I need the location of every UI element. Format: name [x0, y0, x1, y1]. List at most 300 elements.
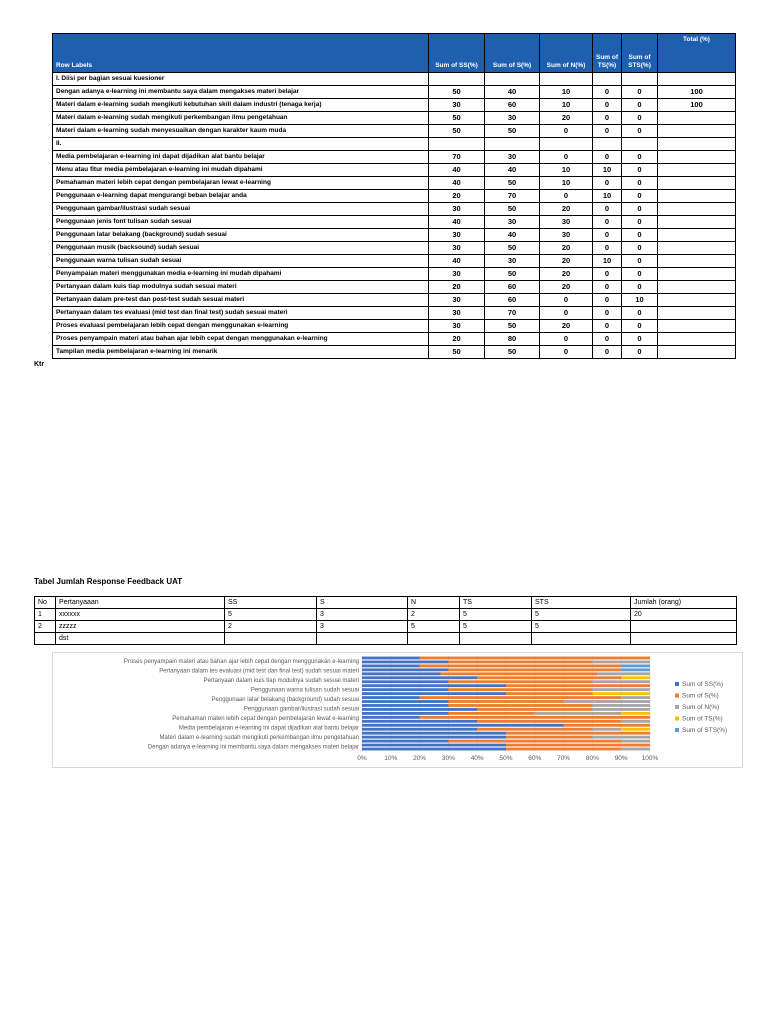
header-sum-ss: Sum of SS(%) [429, 34, 485, 73]
pivot-row [53, 99, 736, 112]
pivot-cell-ts: 0 [593, 268, 622, 281]
legend-swatch [675, 694, 679, 698]
x-tick-label: 0% [357, 755, 367, 762]
pivot-cell-s: 50 [485, 242, 540, 255]
bar-segment [621, 668, 650, 671]
pivot-cell-ss: 50 [429, 125, 485, 138]
pivot-cell-s: 80 [485, 333, 540, 346]
pivot-cell-ts: 0 [593, 177, 622, 190]
x-tick-label: 70% [557, 755, 571, 762]
pivot-cell-s: 40 [485, 229, 540, 242]
uat-row [35, 621, 737, 633]
bar-segment [506, 732, 650, 735]
pivot-cell-total [658, 190, 736, 203]
uat-header-pertanyaan: Pertanyaaan [56, 597, 225, 609]
pivot-cell-ts: 0 [593, 346, 622, 359]
pivot-cell-ss: 30 [429, 203, 485, 216]
bar-segment [477, 728, 592, 731]
bar-segment [592, 736, 650, 739]
pivot-cell-ss: 30 [429, 242, 485, 255]
pivot-cell-ss: 20 [429, 281, 485, 294]
pivot-cell-ts: 0 [593, 229, 622, 242]
pivot-cell-ts: 0 [593, 203, 622, 216]
pivot-row-label: Penggunaan jenis font tulisan sudah sesuai [53, 216, 429, 229]
category-label: Penggunaan latar belakang (background) sudah sesuai [211, 696, 359, 703]
pivot-cell-total: 100 [658, 86, 736, 99]
pivot-row [53, 203, 736, 216]
bar-segment [564, 700, 650, 703]
pivot-row-label: Penggunaan warna tulisan sudah sesuai [53, 255, 429, 268]
uat-header-n: N [408, 597, 460, 609]
pivot-cell-s: 50 [485, 346, 540, 359]
pivot-cell-sts: 0 [622, 125, 658, 138]
bar-segment [592, 661, 650, 664]
pivot-cell-total [658, 229, 736, 242]
uat-cell: 2 [408, 609, 460, 621]
header-sum-sts: Sum of STS(%) [622, 34, 658, 73]
pivot-cell-ss: 20 [429, 333, 485, 346]
bar-segment [477, 676, 621, 679]
pivot-row [53, 164, 736, 177]
pivot-cell-s: 40 [485, 86, 540, 99]
bar-segment [362, 732, 506, 735]
pivot-cell-total [658, 242, 736, 255]
pivot-cell-s: 30 [485, 255, 540, 268]
x-tick-label: 50% [499, 755, 513, 762]
pivot-cell-ts [593, 73, 622, 86]
pivot-cell-ss: 50 [429, 346, 485, 359]
bar-segment [621, 676, 650, 679]
pivot-cell-s: 30 [485, 216, 540, 229]
pivot-cell-ss: 30 [429, 268, 485, 281]
uat-cell [631, 621, 737, 633]
pivot-cell-ss: 50 [429, 86, 485, 99]
pivot-cell-sts: 0 [622, 203, 658, 216]
pivot-cell-s: 50 [485, 125, 540, 138]
pivot-cell-sts: 0 [622, 333, 658, 346]
x-tick-label: 80% [585, 755, 599, 762]
bar-segment [621, 664, 650, 667]
pivot-cell-n: 0 [540, 151, 593, 164]
bar-segment [598, 672, 650, 675]
pivot-cell-sts: 0 [622, 177, 658, 190]
pivot-cell-ss: 40 [429, 216, 485, 229]
x-tick-label: 10% [384, 755, 398, 762]
pivot-cell-s: 50 [485, 177, 540, 190]
pivot-cell-n: 20 [540, 320, 593, 333]
uat-header-ss: SS [225, 597, 317, 609]
pivot-row [53, 268, 736, 281]
pivot-row-label: Penyampaian materi menggunakan media e-learning ini mudah dipahami [53, 268, 429, 281]
pivot-cell-n: 20 [540, 112, 593, 125]
pivot-cell-sts: 0 [622, 86, 658, 99]
pivot-cell-total [658, 268, 736, 281]
header-total: Total (%) [658, 34, 736, 73]
uat-row [35, 633, 737, 645]
pivot-cell-ts: 0 [593, 242, 622, 255]
uat-header-no: No [35, 597, 56, 609]
header-sum-n: Sum of N(%) [540, 34, 593, 73]
pivot-row-label: Materi dalam e-learning sudah mengikuti kebutuhan skill dalam industri (tenaga kerja) [53, 99, 429, 112]
pivot-cell-s: 50 [485, 203, 540, 216]
pivot-table [52, 33, 736, 359]
bar-segment [506, 744, 650, 747]
category-label: Materi dalam e-learning sudah mengikuti perkembangan ilmu pengetahuan [159, 734, 359, 741]
pivot-cell-ss: 40 [429, 255, 485, 268]
x-tick-label: 20% [413, 755, 427, 762]
pivot-row [53, 346, 736, 359]
uat-cell: 5 [460, 609, 532, 621]
category-label: Pertanyaan dalam kuis tiap modulnya sudah sesuai materi [203, 677, 359, 684]
bar-segment [362, 661, 448, 664]
pivot-cell-n: 0 [540, 346, 593, 359]
bar-segment [362, 736, 506, 739]
bar-segment [420, 657, 650, 660]
bar-segment [621, 748, 650, 751]
uat-cell: 5 [532, 621, 631, 633]
pivot-cell-sts: 0 [622, 307, 658, 320]
pivot-cell-total [658, 73, 736, 86]
pivot-row-label: Materi dalam e-learning sudah menyesuaikan dengan karakter kaum muda [53, 125, 429, 138]
pivot-cell-total [658, 164, 736, 177]
pivot-row-label: Penggunaan e-learning dapat mengurangi beban belajar anda [53, 190, 429, 203]
uat-cell: 2 [225, 621, 317, 633]
pivot-row-label: Tampilan media pembelajaran e-learning ini menarik [53, 346, 429, 359]
pivot-cell-n: 20 [540, 203, 593, 216]
pivot-cell-sts: 0 [622, 164, 658, 177]
uat-cell [532, 633, 631, 645]
category-label: Pertanyaan dalam tes evaluasi (mid test dan final test) sudah sesuai materi [159, 668, 359, 675]
pivot-cell-sts: 0 [622, 151, 658, 164]
pivot-row [53, 281, 736, 294]
uat-cell [317, 633, 408, 645]
pivot-cell-n: 0 [540, 333, 593, 346]
uat-cell: 2 [35, 621, 56, 633]
uat-cell [35, 633, 56, 645]
stacked-bar-chart [52, 652, 743, 768]
legend-entry: Sum of STS(%) [682, 727, 728, 734]
uat-header-sts: STS [532, 597, 631, 609]
pivot-cell-total [658, 125, 736, 138]
x-tick-label: 40% [470, 755, 484, 762]
pivot-row-label: Proses penyampain materi atau bahan ajar lebih cepat dengan menggunakan e-learning [53, 333, 429, 346]
legend-swatch [675, 728, 679, 732]
pivot-cell-total [658, 203, 736, 216]
pivot-cell-ss: 20 [429, 190, 485, 203]
pivot-row [53, 190, 736, 203]
bar-segment [420, 664, 622, 667]
pivot-cell-n [540, 73, 593, 86]
pivot-cell-n: 20 [540, 281, 593, 294]
pivot-cell-total [658, 294, 736, 307]
pivot-row [53, 86, 736, 99]
pivot-cell-n: 10 [540, 164, 593, 177]
bar-segment [420, 716, 650, 719]
bar-segment [362, 676, 477, 679]
bar-segment [592, 708, 650, 711]
pivot-cell-sts [622, 73, 658, 86]
pivot-cell-ss: 40 [429, 164, 485, 177]
category-label: Penggunaan gambar/ilustrasi sudah sesuai [243, 706, 359, 713]
pivot-row-label: Materi dalam e-learning sudah mengikuti perkembangan ilmu pengetahuan [53, 112, 429, 125]
pivot-cell-s: 70 [485, 307, 540, 320]
pivot-row [53, 177, 736, 190]
pivot-cell-ts: 10 [593, 164, 622, 177]
pivot-cell-ts: 0 [593, 216, 622, 229]
bar-segment [448, 661, 592, 664]
pivot-row-label: Menu atau fitur media pembelajaran e-learning ini mudah dipahami [53, 164, 429, 177]
pivot-cell-s: 40 [485, 164, 540, 177]
bar-segment [362, 720, 477, 723]
bar-segment [362, 684, 506, 687]
uat-header-row [35, 597, 737, 609]
bar-segment [420, 696, 622, 699]
bar-segment [621, 740, 650, 743]
pivot-cell-ts: 0 [593, 86, 622, 99]
pivot-cell-n: 20 [540, 255, 593, 268]
uat-body [35, 609, 737, 645]
pivot-cell-ts: 10 [593, 255, 622, 268]
uat-cell: 3 [317, 609, 408, 621]
bar-segment [592, 688, 650, 691]
pivot-row-label: Media pembelajaran e-learning ini dapat dijadikan alat bantu belajar [53, 151, 429, 164]
pivot-cell-sts: 0 [622, 229, 658, 242]
pivot-cell-ss [429, 138, 485, 151]
pivot-cell-ts: 0 [593, 112, 622, 125]
pivot-row-label: Penggunaan musik (backsound) sudah sesuai [53, 242, 429, 255]
pivot-cell-ts: 0 [593, 151, 622, 164]
bar-segment [362, 724, 564, 727]
uat-cell: 5 [532, 609, 631, 621]
bar-segment [362, 680, 448, 683]
pivot-cell-total [658, 112, 736, 125]
pivot-cell-ts [593, 138, 622, 151]
bar-segment [441, 672, 598, 675]
pivot-cell-ts: 0 [593, 320, 622, 333]
uat-cell: 5 [408, 621, 460, 633]
bar-segment [362, 668, 448, 671]
pivot-row-label: Pemahaman materi lebih cepat dengan pembelajaran lewat e-learning [53, 177, 429, 190]
pivot-cell-total: 100 [658, 99, 736, 112]
bar-segment [621, 728, 650, 731]
pivot-cell-s: 60 [485, 99, 540, 112]
pivot-cell-ss: 30 [429, 99, 485, 112]
uat-table-title: Tabel Jumlah Response Feedback UAT [34, 577, 183, 586]
bar-segment [362, 696, 420, 699]
pivot-cell-s: 30 [485, 112, 540, 125]
bar-segment [362, 712, 448, 715]
pivot-cell-sts: 0 [622, 216, 658, 229]
pivot-cell-ss: 70 [429, 151, 485, 164]
pivot-row-label: Penggunaan latar belakang (background) sudah sesuai [53, 229, 429, 242]
pivot-cell-s: 50 [485, 320, 540, 333]
pivot-cell-ts: 0 [593, 125, 622, 138]
uat-cell [408, 633, 460, 645]
bar-segment [477, 708, 592, 711]
bar-segment [506, 684, 650, 687]
uat-cell: xxxxxx [56, 609, 225, 621]
uat-cell: 5 [225, 609, 317, 621]
pivot-cell-sts: 0 [622, 242, 658, 255]
pivot-cell-s [485, 138, 540, 151]
category-label: Media pembelajaran e-learning ini dapat dijadikan alat bantu belajar [178, 725, 359, 732]
pivot-cell-sts: 0 [622, 99, 658, 112]
bar-segment [362, 708, 477, 711]
header-sum-ts: Sum of TS(%) [593, 34, 622, 73]
pivot-cell-sts: 0 [622, 320, 658, 333]
pivot-row-label: Proses evaluasi pembelajaran lebih cepat dengan menggunakan e-learning [53, 320, 429, 333]
bar-segment [592, 692, 650, 695]
pivot-cell-s: 30 [485, 151, 540, 164]
bar-segment [621, 712, 650, 715]
pivot-cell-s: 60 [485, 294, 540, 307]
category-label: Penggunaan warna tulisan sudah sesuai [250, 687, 359, 694]
bar-segment [535, 712, 621, 715]
bar-segment [592, 680, 650, 683]
pivot-cell-total [658, 320, 736, 333]
pivot-row-label: Penggunaan gambar/ilustrasi sudah sesuai [53, 203, 429, 216]
legend-swatch [675, 682, 679, 686]
pivot-cell-sts: 0 [622, 268, 658, 281]
pivot-row [53, 216, 736, 229]
bar-segment [592, 704, 650, 707]
pivot-cell-sts: 0 [622, 112, 658, 125]
pivot-row [53, 320, 736, 333]
pivot-cell-total [658, 333, 736, 346]
pivot-row-label: II. [53, 138, 429, 151]
pivot-cell-n: 30 [540, 229, 593, 242]
pivot-cell-s: 50 [485, 268, 540, 281]
pivot-cell-sts: 10 [622, 294, 658, 307]
uat-cell: zzzzz [56, 621, 225, 633]
legend-entry: Sum of TS(%) [682, 715, 723, 723]
pivot-cell-ss [429, 73, 485, 86]
bar-segment [477, 720, 621, 723]
header-row-labels: Row Labels [53, 34, 429, 73]
legend-swatch [675, 717, 679, 721]
legend-entry: Sum of N(%) [682, 704, 720, 711]
uat-header-jumlah: Jumlah (orang) [631, 597, 737, 609]
pivot-row [53, 138, 736, 151]
uat-cell: dst [56, 633, 225, 645]
ktr-label: Ktr [34, 361, 45, 368]
pivot-cell-n: 10 [540, 177, 593, 190]
bar-segment [506, 736, 592, 739]
x-tick-label: 100% [641, 755, 659, 762]
bar-segment [362, 700, 448, 703]
header-sum-s: Sum of S(%) [485, 34, 540, 73]
uat-header-s: S [317, 597, 408, 609]
pivot-cell-n: 10 [540, 99, 593, 112]
category-label: Pemahaman materi lebih cepat dengan pembelajaran lewat e-learning [172, 715, 359, 722]
bar-segment [362, 744, 506, 747]
pivot-cell-ts: 10 [593, 190, 622, 203]
pivot-cell-n: 0 [540, 294, 593, 307]
pivot-row [53, 112, 736, 125]
pivot-cell-ss: 30 [429, 294, 485, 307]
pivot-cell-ts: 0 [593, 294, 622, 307]
pivot-row [53, 307, 736, 320]
uat-table [34, 596, 737, 645]
bar-segment [448, 740, 621, 743]
bar-segment [564, 724, 650, 727]
pivot-cell-ss: 30 [429, 320, 485, 333]
bar-segment [362, 704, 448, 707]
pivot-cell-ss: 50 [429, 112, 485, 125]
bar-segment [592, 728, 621, 731]
pivot-row-label: Pertanyaan dalam tes evaluasi (mid test dan final test) sudah sesuai materi [53, 307, 429, 320]
uat-cell: 20 [631, 609, 737, 621]
bar-segment [362, 716, 420, 719]
pivot-cell-s [485, 73, 540, 86]
pivot-cell-ts: 0 [593, 99, 622, 112]
uat-cell: 5 [460, 621, 532, 633]
pivot-cell-ss: 30 [429, 229, 485, 242]
uat-header-ts: TS [460, 597, 532, 609]
pivot-row [53, 125, 736, 138]
bar-segment [362, 692, 506, 695]
pivot-cell-n: 0 [540, 125, 593, 138]
pivot-cell-total [658, 255, 736, 268]
bar-segment [448, 704, 592, 707]
bar-segment [448, 668, 621, 671]
bar-segment [362, 657, 420, 660]
pivot-row [53, 151, 736, 164]
bar-segment [362, 748, 506, 751]
pivot-cell-total [658, 307, 736, 320]
pivot-cell-sts: 0 [622, 281, 658, 294]
legend-entry: Sum of SS(%) [682, 681, 724, 688]
pivot-cell-sts: 0 [622, 190, 658, 203]
pivot-row [53, 294, 736, 307]
x-tick-label: 60% [528, 755, 542, 762]
bar-segment [448, 712, 534, 715]
bar-segment [621, 720, 650, 723]
pivot-cell-n: 0 [540, 190, 593, 203]
pivot-cell-sts: 0 [622, 346, 658, 359]
uat-cell [631, 633, 737, 645]
pivot-cell-sts [622, 138, 658, 151]
uat-cell: 1 [35, 609, 56, 621]
bar-segment [506, 748, 621, 751]
bar-segment [448, 680, 592, 683]
bar-segment [362, 664, 420, 667]
uat-cell [225, 633, 317, 645]
bar-segment [621, 696, 650, 699]
x-tick-label: 30% [441, 755, 455, 762]
pivot-cell-ts: 0 [593, 281, 622, 294]
pivot-cell-total [658, 346, 736, 359]
pivot-cell-ts: 0 [593, 333, 622, 346]
pivot-row [53, 229, 736, 242]
bar-segment [362, 688, 448, 691]
pivot-cell-s: 60 [485, 281, 540, 294]
uat-row [35, 609, 737, 621]
pivot-row-label: Dengan adanya e-learning ini membantu saya dalam mengakses materi belajar [53, 86, 429, 99]
pivot-cell-n: 20 [540, 268, 593, 281]
pivot-cell-total [658, 216, 736, 229]
pivot-cell-ss: 30 [429, 307, 485, 320]
category-label: Proses penyampain materi atau bahan ajar lebih cepat dengan menggunakan e-learning [123, 658, 359, 665]
pivot-cell-n: 10 [540, 86, 593, 99]
pivot-cell-n: 20 [540, 242, 593, 255]
pivot-cell-total [658, 151, 736, 164]
pivot-cell-n: 30 [540, 216, 593, 229]
pivot-cell-total [658, 138, 736, 151]
legend-swatch [675, 705, 679, 709]
pivot-cell-total [658, 177, 736, 190]
pivot-cell-n [540, 138, 593, 151]
